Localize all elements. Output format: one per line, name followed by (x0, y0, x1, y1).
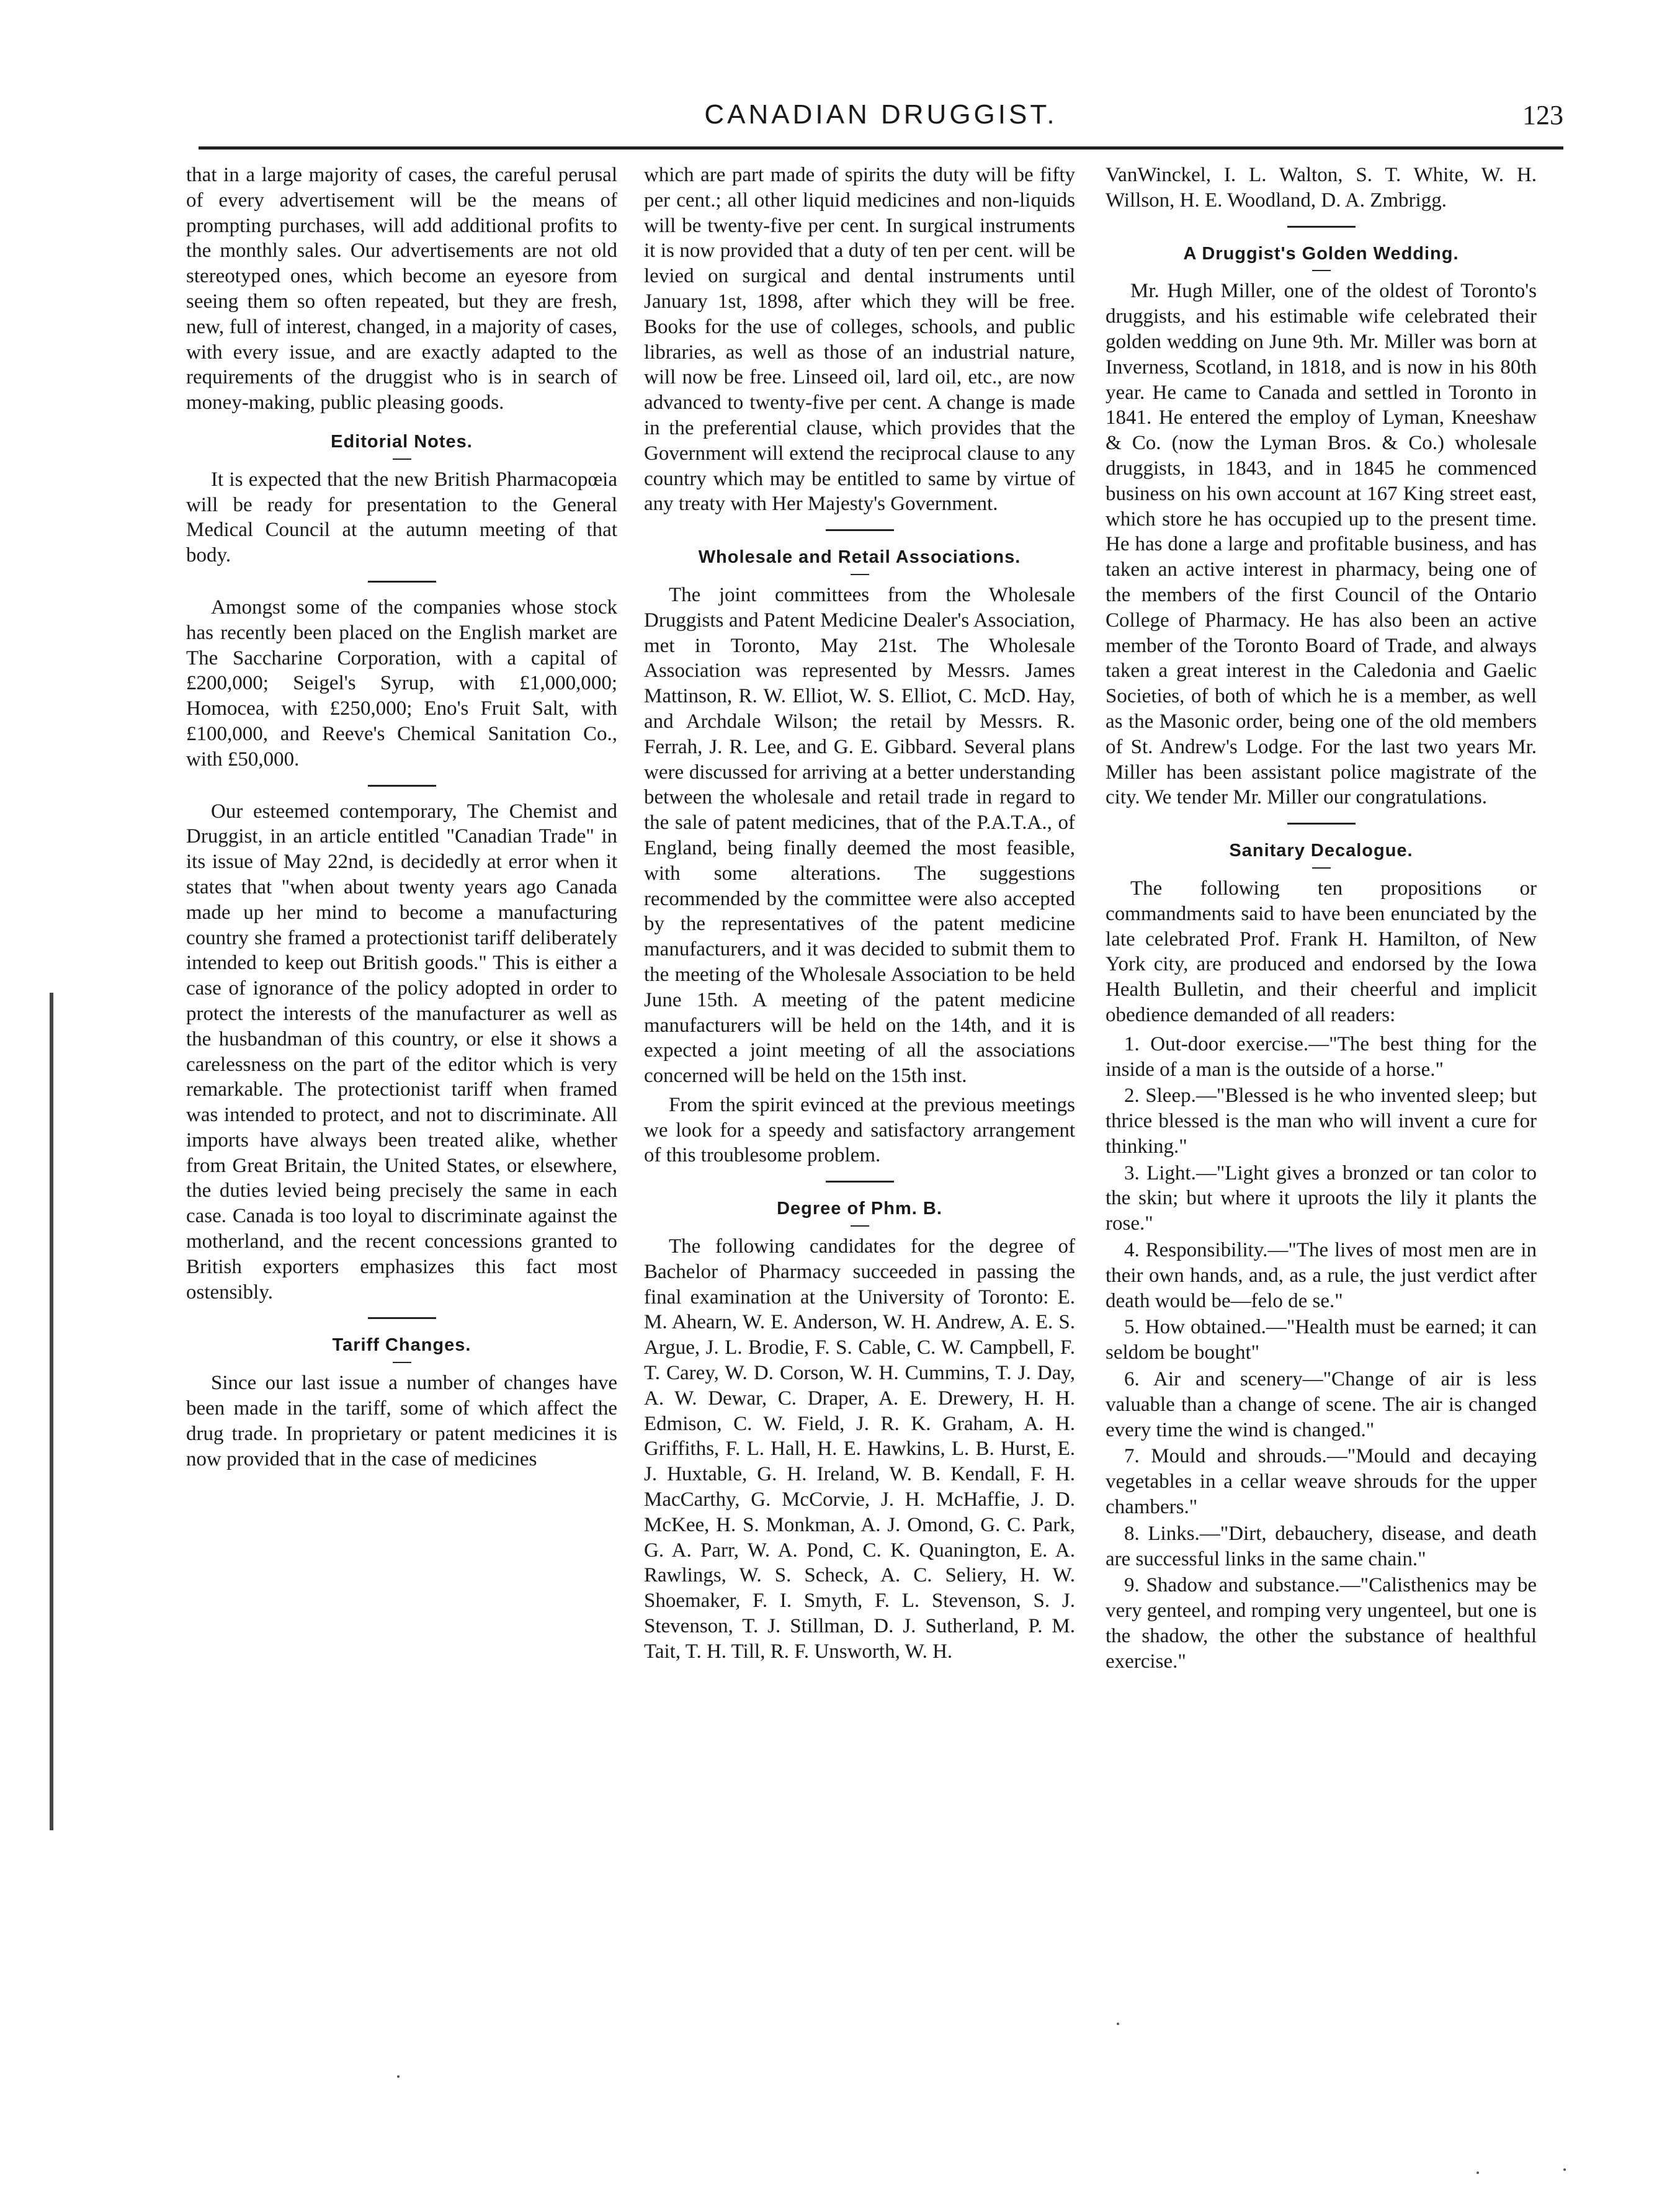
decalogue-item: 1. Out-door exercise.—"The best thing for the inside of a man is the outside of a horse." (1106, 1032, 1537, 1081)
tariff-changes-heading: Tariff Changes. (332, 1335, 471, 1356)
editorial-paragraph: It is expected that the new British Pharmacopœia will be ready for presentation to the General Medical Council at the autumn meeting of that body. (186, 468, 617, 567)
separator-rule (1287, 823, 1356, 825)
tariff-paragraph: Since our last issue a number of changes have been made in the tariff, some of which affect the drug trade. In proprietary or patent medicines it is now provided that in the case of medicines (186, 1372, 617, 1470)
heading-rule (393, 458, 411, 460)
decalogue-item: 4. Responsibility.—"The lives of most men are in their own hands, and, as a rule, the just verdict after death would be—felo de se." (1106, 1239, 1537, 1312)
degree-paragraph-continued: VanWinckel, I. L. Walton, S. T. White, W. H. Willson, H. E. Woodland, D. A. Zmbrigg. (1106, 164, 1537, 212)
scan-speck (397, 2075, 400, 2078)
advertising-paragraph: that in a large majority of cases, the careful perusal of every advertisement will be the means of prompting purchases, will add additional profits to the monthly sales. Our advertisements are not old stereotyped ones, which become an eyesore from seeing them so often repeated, but they are fresh, new, full of interest, changed, in a majority of cases, with every issue, and are exactly adapted to the requirements of the druggist who is in search of money-making, public pleasing goods. (186, 164, 617, 414)
heading-rule (393, 1362, 411, 1363)
decalogue-item: 9. Shadow and substance.—"Calisthenics may be very genteel, and romping very ungenteel, but one is the shadow, the other the substance of healthful exercise." (1106, 1574, 1537, 1673)
degree-paragraph: The following candidates for the degree of Bachelor of Pharmacy succeeded in passing the final examination at the University of Toronto: E. M. Ahearn, W. E. Anderson, W. H. Andrew, A. E. S. Argue, J. L. Brodie, F. S. Cable, C. W. Campbell, F. T. Carey, W. D. Corson, W. H. Cummins, T. J. Day, A. W. Dewar, C. Draper, A. E. Drewery, H. H. Edmison, C. W. Field, J. R. K. Graham, A. H. Griffiths, F. L. Hall, H. E. Hawkins, L. B. Hurst, E. J. Huxtable, G. H. Ireland, W. B. Kendall, F. H. MacCarthy, G. McCorvie, J. H. McHaffie, J. D. McKee, H. S. Monkman, A. J. Omond, G. C. Park, G. A. Parr, W. A. Pond, C. K. Quanington, E. A. Rawlings, W. S. Scheck, A. C. Seliery, H. W. Shoemaker, F. I. Smyth, F. L. Stevenson, S. J. Stevenson, T. J. Stillman, D. J. Sutherland, P. M. Tait, T. H. Till, R. F. Unsworth, W. H. (644, 1235, 1075, 1663)
wholesale-retail-heading: Wholesale and Retail Associations. (698, 547, 1021, 568)
column-2 (644, 163, 1075, 1668)
editorial-paragraph: Amongst some of the companies whose stock has recently been placed on the English market are The Saccharine Corporation, with a capital of £200,000; Seigel's Syrup, with £1,000,000; Homocea, with £250,000; Eno's Fruit Salt, with £100,000, and Reeve's Chemical Sanitation Co., with £50,000. (186, 596, 617, 771)
separator-rule (1287, 226, 1356, 228)
heading-rule (851, 574, 869, 575)
scan-speck (1563, 2168, 1566, 2171)
page-header (199, 99, 1563, 149)
editorial-notes-heading: Editorial Notes. (331, 431, 473, 452)
degree-heading: Degree of Phm. B. (777, 1199, 942, 1219)
separator-rule (368, 785, 436, 787)
column-3 (1106, 163, 1537, 1676)
sanitary-decalogue-heading: Sanitary Decalogue. (1229, 841, 1413, 861)
scan-speck (1117, 2023, 1119, 2025)
header-rule (199, 146, 1563, 150)
separator-rule (826, 529, 894, 531)
running-title: CANADIAN DRUGGIST. (704, 99, 1058, 130)
decalogue-item: 2. Sleep.—"Blessed is he who invented sleep; but thrice blessed is the man who will invent a cure for thinking." (1106, 1085, 1537, 1158)
decalogue-item: 7. Mould and shrouds.—"Mould and decaying vegetables in a cellar weave shrouds for the upper chambers." (1106, 1445, 1537, 1519)
decalogue-item: 5. How obtained.—"Health must be earned; it can seldom be bought" (1106, 1316, 1537, 1364)
scan-speck (1477, 2171, 1479, 2174)
heading-rule (1312, 270, 1331, 271)
separator-rule (368, 581, 436, 583)
golden-wedding-heading: A Druggist's Golden Wedding. (1183, 243, 1459, 264)
page-number: 123 (1522, 100, 1563, 130)
decalogue-item: 6. Air and scenery—"Change of air is less valuable than a change of scene. The air is changed every time the wind is changed." (1106, 1368, 1537, 1441)
column-1 (186, 163, 617, 1475)
heading-rule (851, 1225, 869, 1227)
sanitary-intro-paragraph: The following ten propositions or commandments said to have been enunciated by the late celebrated Prof. Frank H. Hamilton, of New York city, are produced and endorsed by the Iowa Health Bulletin, and their cheerful and implicit obedience demanded of all readers: (1106, 877, 1537, 1026)
wedding-paragraph: Mr. Hugh Miller, one of the oldest of Toronto's druggists, and his estimable wife celebrated their golden wedding on June 9th. Mr. Miller was born at Inverness, Scotland, in 1818, and is now in his 80th year. He came to Canada and settled in Toronto in 1841. He entered the employ of Lyman, Kneeshaw & Co. (now the Lyman Bros. & Co.) wholesale druggists, in 1843, and in 1845 he commenced business on his own account at 167 King street east, which store he has occupied up to the present time. He has done a large and profitable business, and has taken an active interest in pharmacy, being one of the members of the first Council of the Ontario College of Pharmacy. He has also been an active member of the Toronto Board of Trade, and always taken a great interest in the Caledonia and Gaelic Societies, of both of which he is a member, as well as the Masonic order, being one of the old members of St. Andrew's Lodge. For the last two years Mr. Miller has been assistant police magistrate of the city. We tender Mr. Miller our congratulations. (1106, 280, 1537, 809)
decalogue-item: 3. Light.—"Light gives a bronzed or tan color to the skin; but where it uproots the lily it plants the rose." (1106, 1161, 1537, 1235)
binding-edge-mark (50, 993, 53, 1830)
separator-rule (368, 1317, 436, 1319)
decalogue-item: 8. Links.—"Dirt, debauchery, disease, and death are successful links in the same chain." (1106, 1522, 1537, 1570)
tariff-paragraph-continued: which are part made of spirits the duty will be fifty per cent.; all other liquid medicines and non-liquids will be twenty-five per cent. In surgical instruments it is now provided that a duty of ten per cent. will be levied on surgical and dental instruments until January 1st, 1898, after which they will be free. Books for the use of colleges, schools, and public libraries, as well as those of an industrial nature, will now be free. Linseed oil, lard oil, etc., are now advanced to twenty-five per cent. A change is made in the preferential clause, which provides that the Government will extend the reciprocal clause to any country which may be entitled to same by virtue of any treaty with Her Majesty's Government. (644, 164, 1075, 516)
wholesale-paragraph: From the spirit evinced at the previous meetings we look for a speedy and satisfactory arrangement of this troublesome problem. (644, 1093, 1075, 1167)
editorial-paragraph: Our esteemed contemporary, The Chemist and Druggist, in an article entitled "Canadian Trade" in its issue of May 22nd, is decidedly at error when it states that "when about twenty years ago Canada made up her mind to become a manufacturing country she framed a protectionist tariff deliberately intended to keep out British goods." This is either a case of ignorance of the policy adopted in order to protect the interests of the manufacturer as well as the husbandman of this country, or else it shows a carelessness on the part of the editor which is very remarkable. The protectionist tariff when framed was intended to protect, and not to discriminate. All imports have always been treated alike, whether from Great Britain, the United States, or elsewhere, the duties levied being precisely the same in each case. Canada is too loyal to discriminate against the motherland, and the recent concessions granted to British exporters emphasizes this fact most ostensibly. (186, 800, 617, 1304)
separator-rule (826, 1181, 894, 1183)
wholesale-paragraph: The joint committees from the Wholesale Druggists and Patent Medicine Dealer's Association, met in Toronto, May 21st. The Wholesale Association was represented by Messrs. James Mattinson, R. W. Elliot, W. S. Elliot, C. McD. Hay, and Archdale Wilson; the retail by Messrs. R. Ferrah, J. R. Lee, and G. E. Gibbard. Several plans were discussed for arriving at a better understanding between the wholesale and retail trade in regard to the sale of patent medicines, that of the P.A.T.A., of England, being finally deemed the most feasible, with some alterations. The suggestions recommended by the committee were also accepted by the representatives of the patent medicine manufacturers, and it was decided to submit them to the meeting of the Wholesale Association to be held June 15th. A meeting of the patent medicine manufacturers will be held on the 14th, and it is expected a joint meeting of all the associations concerned will be held on the 15th inst. (644, 583, 1075, 1088)
heading-rule (1312, 867, 1331, 869)
